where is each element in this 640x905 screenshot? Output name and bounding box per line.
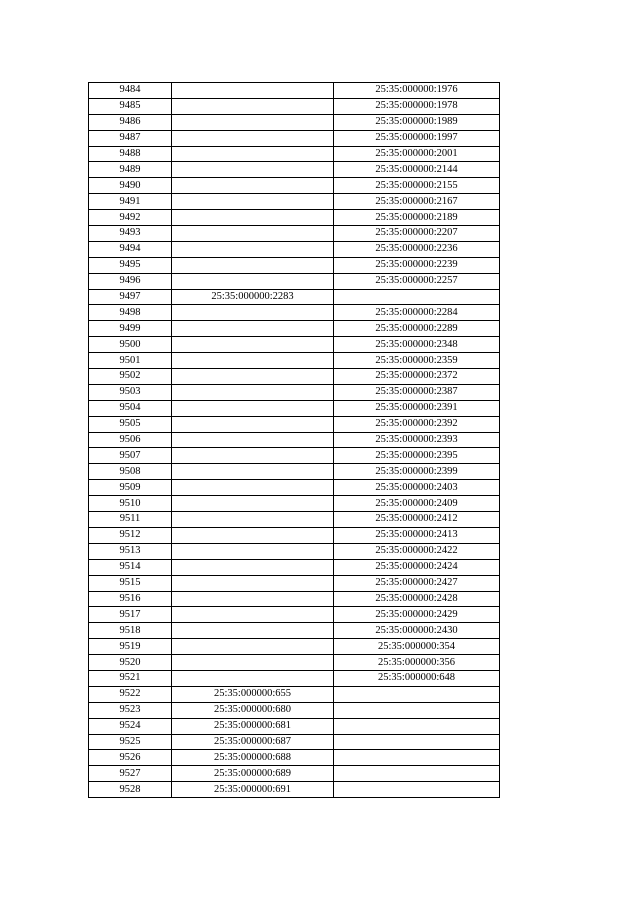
table-row xyxy=(89,98,500,114)
table-row xyxy=(89,543,500,559)
cadastral-number-cell-a: 25:35:000000:681 xyxy=(172,718,334,734)
cadastral-number-cell-b: 25:35:000000:354 xyxy=(334,639,500,655)
cadastral-number-cell-b xyxy=(334,782,500,798)
row-number-cell: 9495 xyxy=(89,257,172,273)
table-row xyxy=(89,305,500,321)
row-number-cell: 9493 xyxy=(89,226,172,242)
cadastral-number-cell-b: 25:35:000000:2392 xyxy=(334,416,500,432)
row-number-cell: 9488 xyxy=(89,146,172,162)
table-row xyxy=(89,686,500,702)
table-row xyxy=(89,210,500,226)
cadastral-number-cell-a xyxy=(172,384,334,400)
cadastral-number-cell-b: 25:35:000000:2144 xyxy=(334,162,500,178)
cadastral-number-cell-a xyxy=(172,226,334,242)
cadastral-number-cell-b: 25:35:000000:2257 xyxy=(334,273,500,289)
table-row xyxy=(89,146,500,162)
table-row xyxy=(89,400,500,416)
cadastral-number-cell-a xyxy=(172,559,334,575)
table-row xyxy=(89,670,500,686)
row-number-cell: 9517 xyxy=(89,607,172,623)
row-number-cell: 9518 xyxy=(89,623,172,639)
row-number-cell: 9527 xyxy=(89,766,172,782)
cadastral-number-cell-a xyxy=(172,543,334,559)
cadastral-number-cell-a xyxy=(172,432,334,448)
cadastral-number-cell-b: 25:35:000000:2001 xyxy=(334,146,500,162)
cadastral-number-cell-a xyxy=(172,241,334,257)
row-number-cell: 9511 xyxy=(89,512,172,528)
cadastral-number-cell-b: 25:35:000000:356 xyxy=(334,655,500,671)
cadastral-number-cell-a xyxy=(172,257,334,273)
table-row xyxy=(89,512,500,528)
row-number-cell: 9528 xyxy=(89,782,172,798)
cadastral-number-cell-b xyxy=(334,734,500,750)
cadastral-number-cell-a xyxy=(172,178,334,194)
row-number-cell: 9520 xyxy=(89,655,172,671)
table-row xyxy=(89,321,500,337)
cadastral-number-cell-b: 25:35:000000:1989 xyxy=(334,114,500,130)
table-row xyxy=(89,766,500,782)
row-number-cell: 9499 xyxy=(89,321,172,337)
cadastral-number-cell-a xyxy=(172,83,334,99)
row-number-cell: 9507 xyxy=(89,448,172,464)
cadastral-number-cell-a xyxy=(172,607,334,623)
cadastral-number-cell-b xyxy=(334,766,500,782)
row-number-cell: 9490 xyxy=(89,178,172,194)
cadastral-number-cell-b: 25:35:000000:2412 xyxy=(334,512,500,528)
row-number-cell: 9505 xyxy=(89,416,172,432)
cadastral-number-cell-a xyxy=(172,305,334,321)
table-row xyxy=(89,226,500,242)
row-number-cell: 9500 xyxy=(89,337,172,353)
cadastral-number-cell-a xyxy=(172,591,334,607)
cadastral-number-cell-a xyxy=(172,639,334,655)
table-row xyxy=(89,162,500,178)
row-number-cell: 9501 xyxy=(89,353,172,369)
row-number-cell: 9509 xyxy=(89,480,172,496)
table-row xyxy=(89,369,500,385)
row-number-cell: 9485 xyxy=(89,98,172,114)
table-row xyxy=(89,241,500,257)
row-number-cell: 9504 xyxy=(89,400,172,416)
row-number-cell: 9491 xyxy=(89,194,172,210)
cadastral-number-cell-b: 25:35:000000:2189 xyxy=(334,210,500,226)
cadastral-number-cell-a xyxy=(172,480,334,496)
cadastral-number-cell-a xyxy=(172,194,334,210)
row-number-cell: 9510 xyxy=(89,496,172,512)
cadastral-number-cell-b: 25:35:000000:2348 xyxy=(334,337,500,353)
table-row xyxy=(89,527,500,543)
row-number-cell: 9526 xyxy=(89,750,172,766)
row-number-cell: 9525 xyxy=(89,734,172,750)
row-number-cell: 9515 xyxy=(89,575,172,591)
cadastral-number-cell-a xyxy=(172,512,334,528)
row-number-cell: 9489 xyxy=(89,162,172,178)
cadastral-number-cell-a: 25:35:000000:680 xyxy=(172,702,334,718)
table-row xyxy=(89,496,500,512)
cadastral-number-cell-b: 25:35:000000:2391 xyxy=(334,400,500,416)
cadastral-number-cell-a xyxy=(172,575,334,591)
table-row xyxy=(89,607,500,623)
cadastral-number-cell-b xyxy=(334,718,500,734)
table-row xyxy=(89,734,500,750)
table-row xyxy=(89,655,500,671)
cadastral-number-cell-b: 25:35:000000:2427 xyxy=(334,575,500,591)
table-row xyxy=(89,559,500,575)
table-row xyxy=(89,353,500,369)
table-row xyxy=(89,464,500,480)
row-number-cell: 9512 xyxy=(89,527,172,543)
cadastral-number-cell-b: 25:35:000000:2207 xyxy=(334,226,500,242)
cadastral-number-cell-a xyxy=(172,337,334,353)
cadastral-number-cell-b: 25:35:000000:2429 xyxy=(334,607,500,623)
cadastral-number-cell-a xyxy=(172,130,334,146)
table-row xyxy=(89,289,500,305)
table-row xyxy=(89,114,500,130)
cadastral-number-cell-a xyxy=(172,670,334,686)
cadastral-number-cell-b: 25:35:000000:2428 xyxy=(334,591,500,607)
table-row xyxy=(89,623,500,639)
row-number-cell: 9496 xyxy=(89,273,172,289)
table-row xyxy=(89,432,500,448)
row-number-cell: 9521 xyxy=(89,670,172,686)
row-number-cell: 9492 xyxy=(89,210,172,226)
row-number-cell: 9508 xyxy=(89,464,172,480)
table-row xyxy=(89,591,500,607)
cadastral-number-cell-b xyxy=(334,750,500,766)
cadastral-number-cell-b: 25:35:000000:2236 xyxy=(334,241,500,257)
cadastral-number-cell-a: 25:35:000000:689 xyxy=(172,766,334,782)
cadastral-number-cell-b xyxy=(334,289,500,305)
cadastral-number-cell-b: 25:35:000000:2387 xyxy=(334,384,500,400)
cadastral-number-cell-b: 25:35:000000:1976 xyxy=(334,83,500,99)
table-row xyxy=(89,194,500,210)
row-number-cell: 9506 xyxy=(89,432,172,448)
row-number-cell: 9498 xyxy=(89,305,172,321)
cadastral-number-cell-b: 25:35:000000:2359 xyxy=(334,353,500,369)
row-number-cell: 9514 xyxy=(89,559,172,575)
cadastral-number-cell-a xyxy=(172,98,334,114)
cadastral-number-cell-a xyxy=(172,464,334,480)
table-row xyxy=(89,257,500,273)
table-row xyxy=(89,480,500,496)
table-row xyxy=(89,575,500,591)
cadastral-number-cell-b: 25:35:000000:2393 xyxy=(334,432,500,448)
cadastral-number-cell-a xyxy=(172,416,334,432)
cadastral-number-cell-a xyxy=(172,146,334,162)
cadastral-number-cell-a xyxy=(172,400,334,416)
cadastral-number-cell-a xyxy=(172,369,334,385)
cadastral-number-cell-a xyxy=(172,448,334,464)
cadastral-number-cell-b: 25:35:000000:2424 xyxy=(334,559,500,575)
table-row xyxy=(89,448,500,464)
table-row xyxy=(89,130,500,146)
table-row xyxy=(89,702,500,718)
cadastral-number-table xyxy=(88,82,500,798)
cadastral-number-cell-a: 25:35:000000:655 xyxy=(172,686,334,702)
table-row xyxy=(89,416,500,432)
row-number-cell: 9503 xyxy=(89,384,172,400)
row-number-cell: 9523 xyxy=(89,702,172,718)
cadastral-number-cell-b: 25:35:000000:2289 xyxy=(334,321,500,337)
cadastral-number-cell-b: 25:35:000000:2155 xyxy=(334,178,500,194)
row-number-cell: 9494 xyxy=(89,241,172,257)
row-number-cell: 9524 xyxy=(89,718,172,734)
row-number-cell: 9497 xyxy=(89,289,172,305)
cadastral-number-cell-a xyxy=(172,496,334,512)
cadastral-number-cell-b: 25:35:000000:2422 xyxy=(334,543,500,559)
cadastral-number-cell-b: 25:35:000000:2409 xyxy=(334,496,500,512)
row-number-cell: 9486 xyxy=(89,114,172,130)
cadastral-number-cell-a xyxy=(172,114,334,130)
table-row xyxy=(89,273,500,289)
cadastral-number-cell-a: 25:35:000000:2283 xyxy=(172,289,334,305)
cadastral-number-cell-a: 25:35:000000:687 xyxy=(172,734,334,750)
cadastral-number-cell-b: 25:35:000000:1997 xyxy=(334,130,500,146)
cadastral-number-cell-a xyxy=(172,623,334,639)
table-row xyxy=(89,384,500,400)
cadastral-number-cell-b: 25:35:000000:648 xyxy=(334,670,500,686)
cadastral-number-cell-b xyxy=(334,686,500,702)
cadastral-number-cell-b xyxy=(334,702,500,718)
cadastral-number-cell-b: 25:35:000000:1978 xyxy=(334,98,500,114)
table-row xyxy=(89,83,500,99)
table-body xyxy=(89,83,500,798)
cadastral-number-cell-b: 25:35:000000:2395 xyxy=(334,448,500,464)
cadastral-number-cell-a xyxy=(172,273,334,289)
cadastral-number-cell-a xyxy=(172,527,334,543)
cadastral-number-cell-a: 25:35:000000:691 xyxy=(172,782,334,798)
cadastral-number-cell-b: 25:35:000000:2403 xyxy=(334,480,500,496)
cadastral-number-cell-b: 25:35:000000:2239 xyxy=(334,257,500,273)
table-row xyxy=(89,718,500,734)
row-number-cell: 9513 xyxy=(89,543,172,559)
row-number-cell: 9502 xyxy=(89,369,172,385)
cadastral-number-cell-b: 25:35:000000:2284 xyxy=(334,305,500,321)
cadastral-number-cell-a xyxy=(172,655,334,671)
cadastral-number-cell-a xyxy=(172,353,334,369)
cadastral-number-cell-b: 25:35:000000:2413 xyxy=(334,527,500,543)
row-number-cell: 9522 xyxy=(89,686,172,702)
table-row xyxy=(89,178,500,194)
table-row xyxy=(89,750,500,766)
cadastral-number-cell-a xyxy=(172,321,334,337)
cadastral-number-cell-b: 25:35:000000:2430 xyxy=(334,623,500,639)
cadastral-number-cell-a xyxy=(172,162,334,178)
cadastral-number-cell-b: 25:35:000000:2167 xyxy=(334,194,500,210)
row-number-cell: 9516 xyxy=(89,591,172,607)
cadastral-number-cell-b: 25:35:000000:2399 xyxy=(334,464,500,480)
cadastral-number-cell-b: 25:35:000000:2372 xyxy=(334,369,500,385)
row-number-cell: 9487 xyxy=(89,130,172,146)
row-number-cell: 9519 xyxy=(89,639,172,655)
row-number-cell: 9484 xyxy=(89,83,172,99)
cadastral-number-cell-a xyxy=(172,210,334,226)
table-row xyxy=(89,639,500,655)
cadastral-number-cell-a: 25:35:000000:688 xyxy=(172,750,334,766)
table-row xyxy=(89,337,500,353)
table-row xyxy=(89,782,500,798)
